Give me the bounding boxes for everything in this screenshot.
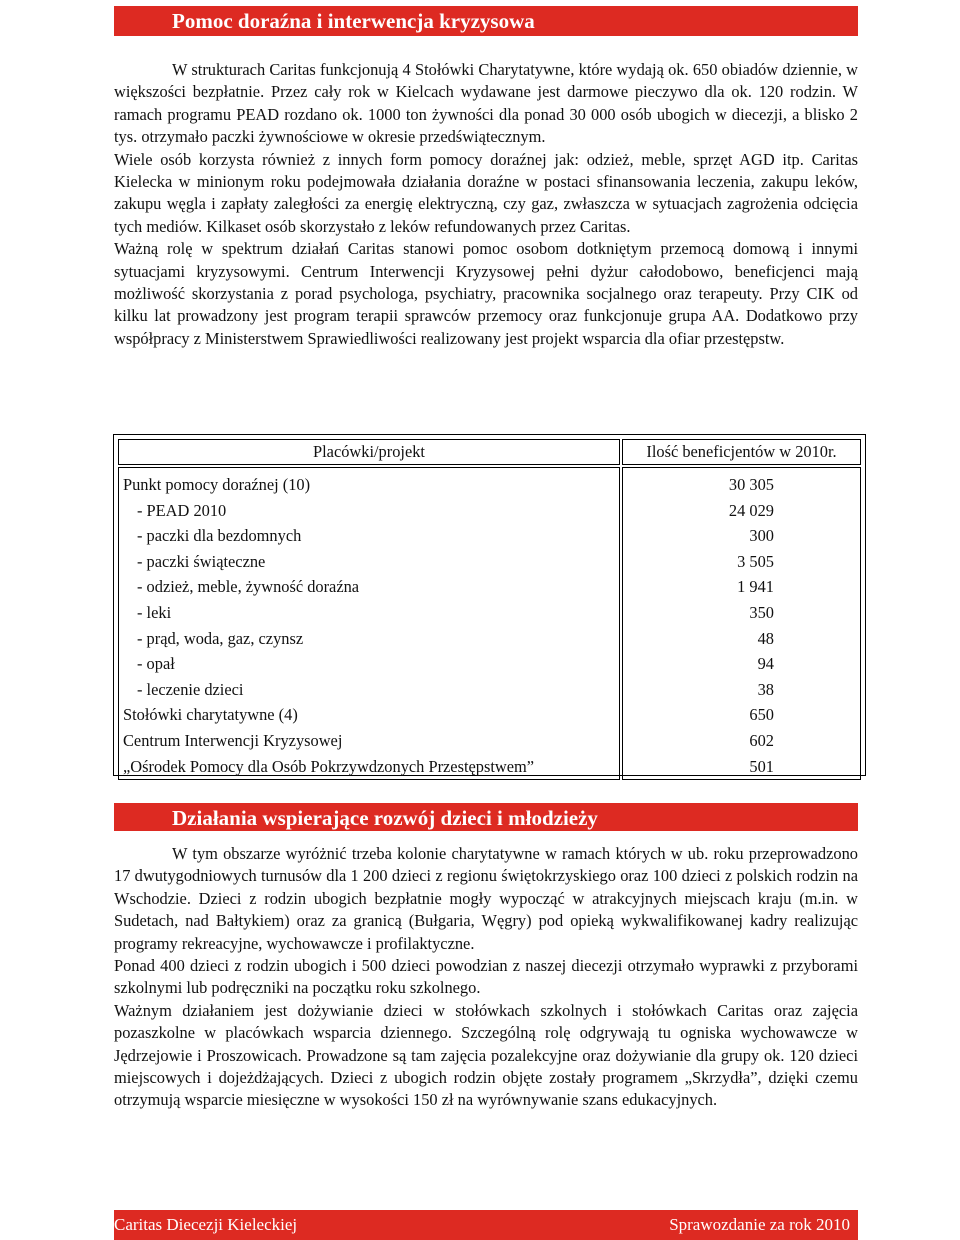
table-header-beneficiaries: Ilość beneficjentów w 2010r. (622, 439, 861, 465)
paragraph: W tym obszarze wyróżnić trzeba kolonie charytatywne w ramach których w ub. roku przeprowadzono 17 dwutygodniowych turnusów dla 1 200 dzieci z regionu świętokrzyskiego oraz 100 dzieci z polskich rodzin na Wschodzie. Dzieci z rodzin ubogich bezpłatnie mogły wypocząć w atrakcyjnych miejscach kraju (m.in. w Sudetach, nad Bałtykiem) oraz za granicą (Bułgaria, Węgry) pod opieką wykwalifikowanej kadry realizując programy rekreacyjne, wychowawcze i profilaktyczne. (114, 844, 858, 953)
table-row-value: 350 (749, 602, 774, 622)
beneficiary-counts-cell (622, 467, 861, 780)
table-row-value: 501 (749, 756, 774, 776)
paragraph: Ważną rolę w spektrum działań Caritas stanowi pomoc osobom dotkniętym przemocą domową i innymi sytuacjami kryzysowymi. Centrum Interwencji Kryzysowej pełni dyżur całodobowo, beneficjenci mają możliwość skorzystania z porad psychologa, psychiatry, pracownika socjalnego oraz terapeuty. Przy CIK od kilku lat prowadzony jest program terapii sprawców przemocy oraz funkcjonuje grupa AA. Dodatkowo przy współpracy z Ministerstwem Sprawiedliwości realizowany jest projekt wsparcia dla ofiar przestępstw. (114, 239, 858, 348)
section-text-emergency-aid (114, 59, 858, 350)
footer-report-title: Sprawozdanie za rok 2010 (669, 1215, 850, 1234)
table-row-name: Punkt pomocy doraźnej (10) (123, 475, 311, 494)
table-row-value: 3 505 (737, 551, 774, 571)
table-row-name: - opał (137, 654, 175, 674)
beneficiaries-table (113, 434, 866, 776)
table-row-name: - odzież, meble, żywność doraźna (137, 577, 360, 597)
table-row-name: Stołówki charytatywne (4) (123, 705, 298, 725)
table-row-value: 38 (757, 679, 774, 699)
table-row-value: 30 305 (728, 475, 774, 494)
table-row-value: 1 941 (737, 577, 774, 597)
footer-organization: Caritas Diecezji Kieleckiej (114, 1215, 298, 1234)
table-row-name: „Ośrodek Pomocy dla Osób Pokrzywdzonych Przestępstwem” (123, 756, 535, 776)
table-row-value: 300 (749, 526, 774, 546)
paragraph: W strukturach Caritas funkcjonują 4 Stołówki Charytatywne, które wydają ok. 650 obiadów dziennie, w większości bezpłatnie. Przez cały rok w Kielcach wydawane jest darmowe pieczywo dla ok. 120 rodzin. W ramach programu PEAD rozdano ok. 1000 ton żywności dla ponad 30 000 osób ubogich w diecezji, a blisko 2 tys. otrzymało paczki żywnościowe w okresie przedświątecznym. (114, 60, 858, 147)
table-row-name: - prąd, woda, gaz, czynsz (137, 628, 304, 648)
paragraph: Wiele osób korzysta również z innych form pomocy doraźnej jak: odzież, meble, sprzęt AGD itp. Caritas Kielecka w minionym roku podejmowała działania doraźne w postaci sfinansowania leczenia, zakupu leków, zakupu węgla i zapłaty zaległości za energię elektryczną, czy gaz, zwłaszcza w sytuacjach zagrożenia odcięcia tych mediów. Kilkaset osób skorzystało z leków refundowanych przez Caritas. (114, 149, 858, 236)
section-title: Działania wspierające rozwój dzieci i młodzieży (172, 806, 598, 830)
table-row-name: - paczki świąteczne (137, 551, 266, 571)
table-row-value: 48 (757, 628, 774, 648)
table-row-value: 650 (749, 705, 774, 725)
table-row-name: - leki (137, 602, 172, 622)
table-body-row (118, 467, 861, 780)
table-row-value: 24 029 (728, 500, 774, 520)
table-header-row (118, 439, 861, 465)
paragraph: Ponad 400 dzieci z rodzin ubogich i 500 dzieci powodzian z naszej diecezji otrzymało wyprawki z przyborami szkolnymi lub podręczniki na początku roku szkolnego. (114, 956, 858, 998)
table-row-value: 602 (749, 730, 774, 750)
table-row-name: - leczenie dzieci (137, 679, 244, 699)
table-row-value: 94 (757, 654, 774, 674)
section-text-child-development (114, 843, 858, 1112)
section-title: Pomoc doraźna i interwencja kryzysowa (172, 9, 535, 33)
section-heading-child-development (114, 803, 858, 831)
section-heading-emergency-aid (114, 6, 858, 36)
page-footer (114, 1210, 858, 1240)
table-row-name: - paczki dla bezdomnych (137, 526, 302, 546)
table-header-facility: Placówki/projekt (118, 439, 620, 465)
table-row-name: Centrum Interwencji Kryzysowej (123, 730, 343, 750)
paragraph: Ważnym działaniem jest dożywianie dzieci w stołówkach szkolnych i stołówkach Caritas oraz zajęcia pozaszkolne w placówkach wsparcia dziennego. Szczególną rolę odgrywają tu ogniska wychowawcze w Jędrzejowie i Proszowicach. Prowadzone są tam zajęcia pozalekcyjne oraz dożywianie dla grupy ok. 120 dzieci miejscowych i dojeżdżających. Dzieci z ubogich rodzin objęte zostały programem „Skrzydła”, dzięki czemu otrzymują wsparcie miesięczne w wysokości 150 zł na wyrównywanie szans edukacyjnych. (114, 1000, 858, 1110)
table-row-name: - PEAD 2010 (137, 500, 227, 520)
facility-names-cell (118, 467, 620, 780)
